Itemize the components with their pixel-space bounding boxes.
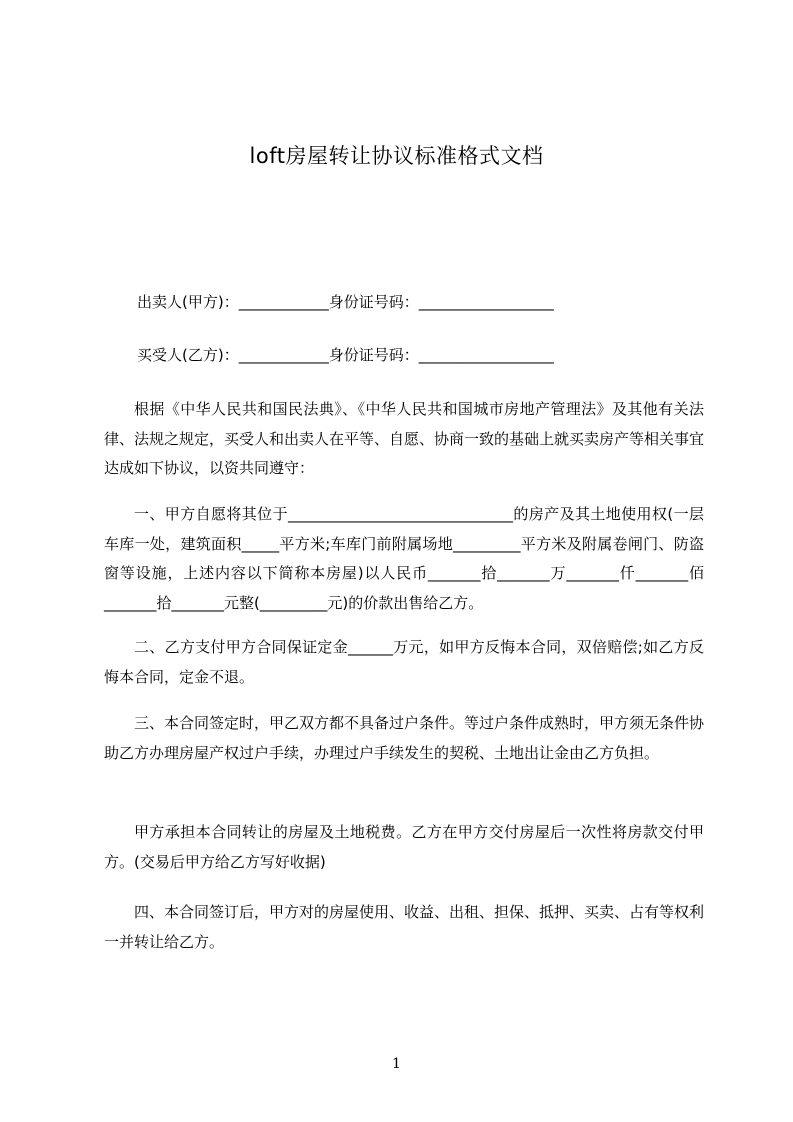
clause-1-paragraph: 一、甲方自愿将其位于______________________________的房产及其土地使用权(一层车库一处，建筑面积_____平方米;车库门前附属场地_________平方米及附属卷闸门、防盗窗等设施，上述内容以下简称本房屋)以人民币_______拾_______万_______仟_______佰_______拾_______元整(_________元)的价款出售给乙方。: [104, 505, 704, 612]
clause-4-paragraph: 四、本合同签订后，甲方对的房屋使用、收益、出租、担保、抵押、买卖、占有等权利一并转让给乙方。: [104, 903, 705, 951]
seller-line: 出卖人(甲方)：____________身份证号码：__________________: [137, 293, 554, 311]
document-title: loft房屋转让协议标准格式文档: [249, 144, 544, 168]
clause-3-paragraph: 三、本合同签定时，甲乙双方都不具备过户条件。等过户条件成熟时，甲方须无条件协助乙方办理房屋产权过户手续，办理过户手续发生的契税、土地出让金由乙方负担。: [104, 714, 705, 762]
clause-2-paragraph: 二、乙方支付甲方合同保证定金______万元，如甲方反悔本合同，双倍赔偿;如乙方反悔本合同，定金不退。: [104, 638, 704, 686]
intro-paragraph: 根据《中华人民共和国民法典》、《中华人民共和国城市房地产管理法》及其他有关法律、法规之规定，买受人和出卖人在平等、自愿、协商一致的基础上就买卖房产等相关事宜达成如下协议，以资共同遵守：: [104, 400, 705, 477]
page-number: 1: [392, 1056, 401, 1072]
tax-paragraph: 甲方承担本合同转让的房屋及土地税费。乙方在甲方交付房屋后一次性将房款交付甲方。(交易后甲方给乙方写好收据): [104, 823, 704, 871]
buyer-line: 买受人(乙方)：____________身份证号码：__________________: [137, 346, 554, 364]
